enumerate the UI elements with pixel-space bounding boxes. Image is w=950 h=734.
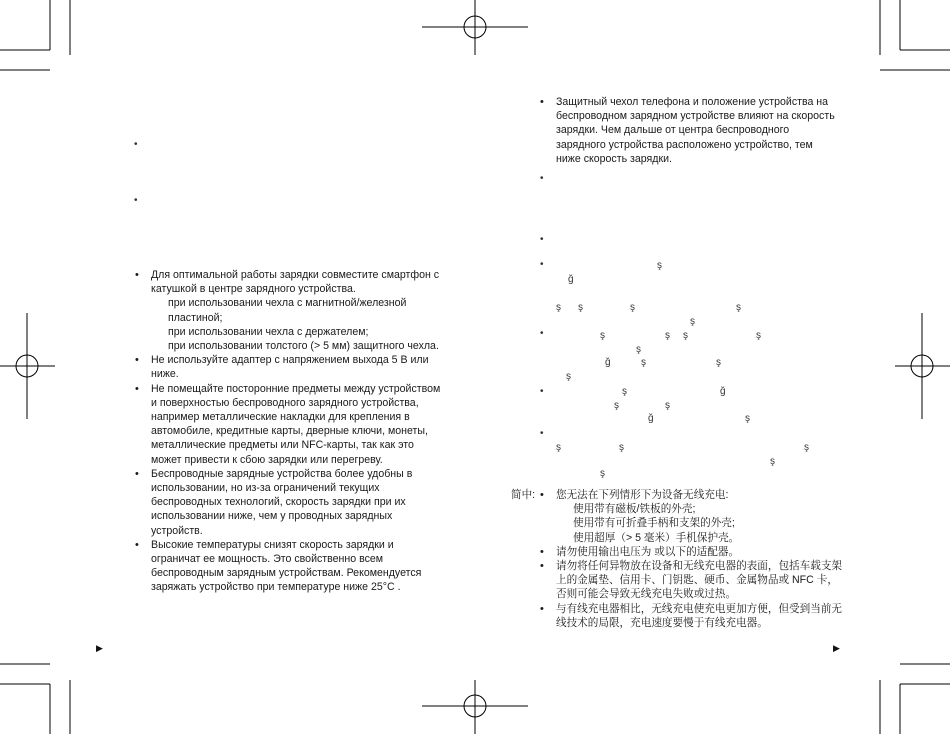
glyph-s: ş — [657, 260, 662, 271]
list-item: • Не помещайте посторонние предметы между устройством и поверхностью беспроводного зарядного устройства, например металлические накладки для крепления в автомобиле, кредитные карты, дверные ключи, монеты, металлические предметы или NFC-карты, так как это может привести к сбою зарядки или перегреву. — [135, 382, 445, 467]
right-column-top — [540, 95, 840, 166]
glyph-s: ş — [756, 330, 761, 341]
left-column — [135, 268, 445, 595]
glyph-s: ş — [630, 302, 635, 313]
list-subitem: 使用带有可折叠手柄和支架的外壳; — [573, 517, 735, 530]
glyph-g: ğ — [568, 274, 574, 285]
list-item: • 与有线充电器相比，无线充电使充电更加方便，但受到当前无线技术的局限，充电速度要慢于有线充电器。 — [540, 602, 845, 630]
list-subitem: 使用带有磁板/铁板的外壳; — [573, 503, 696, 516]
glyph-s: ş — [614, 400, 619, 411]
glyph-s: ş — [690, 316, 695, 327]
list-item: • Высокие температуры снизят скорость зарядки и ограничат ее мощность. Это свойственно всем беспроводным зарядным устройствам. Рекомендуется заряжать устройство при температуре ниже 25°C . — [135, 538, 445, 595]
empty-bullet: • — [540, 234, 544, 245]
glyph-s: ş — [619, 442, 624, 453]
empty-bullet: • — [540, 386, 544, 397]
empty-bullet: • — [540, 259, 544, 270]
list-item: • 请勿使用输出电压为 或以下的适配器。 — [540, 545, 845, 559]
glyph-s: ş — [665, 400, 670, 411]
glyph-s: ş — [736, 302, 741, 313]
glyph-s: ş — [600, 468, 605, 479]
language-label: 简中: — [511, 489, 536, 501]
glyph-s: ş — [556, 442, 561, 453]
list-item: • Для оптимальной работы зарядки совместите смартфон с катушкой в центре зарядного устройства. — [135, 268, 445, 296]
page-arrow-icon: ▶ — [833, 643, 840, 653]
list-subitem: при использовании чехла с держателем; — [168, 325, 369, 338]
glyph-s: ş — [804, 442, 809, 453]
list-item: • Беспроводные зарядные устройства более удобны в использовании, но из-за ограничений текущих беспроводных технологий, скорость зарядки при их использовании ниже, чем у проводных зарядных устройств. — [135, 467, 445, 538]
glyph-s: ş — [745, 413, 750, 424]
glyph-s: ş — [636, 344, 641, 355]
list-subitem: при использовании чехла с магнитной/железной пластиной; — [168, 297, 407, 324]
glyph-s: ş — [641, 357, 646, 368]
empty-bullet: • — [134, 195, 138, 206]
list-item: • 您无法在下列情形下为设备无线充电: — [540, 488, 845, 502]
list-item: • 请勿将任何异物放在设备和无线充电器的表面，包括车载支架上的金属垫、信用卡、门钥匙、硬币、金属物品或 NFC 卡，否则可能会导致无线充电失败或过热。 — [540, 559, 845, 602]
chinese-column — [540, 488, 845, 630]
list-item: • Не используйте адаптер с напряжением выхода 5 В или ниже. — [135, 353, 445, 381]
glyph-s: ş — [683, 330, 688, 341]
glyph-s: ş — [578, 302, 583, 313]
glyph-s: ş — [665, 330, 670, 341]
glyph-s: ş — [716, 357, 721, 368]
glyph-g: ğ — [648, 413, 654, 424]
page-arrow-icon: ▶ — [96, 643, 103, 653]
empty-bullet: • — [540, 328, 544, 339]
glyph-s: ş — [566, 371, 571, 382]
empty-bullet: • — [540, 173, 544, 184]
list-subitem: 使用超厚（> 5 毫米）手机保护壳。 — [573, 531, 740, 544]
empty-bullet: • — [540, 428, 544, 439]
glyph-s: ş — [622, 386, 627, 397]
list-subitem: при использовании толстого (> 5 мм) защитного чехла. — [168, 340, 439, 353]
glyph-s: ş — [600, 330, 605, 341]
empty-bullet: • — [134, 139, 138, 150]
glyph-g: ğ — [605, 357, 611, 368]
glyph-s: ş — [556, 302, 561, 313]
glyph-s: ş — [770, 456, 775, 467]
glyph-g: ğ — [720, 386, 726, 397]
list-item: • Защитный чехол телефона и положение устройства на беспроводном зарядном устройстве влияют на скорость зарядки. Чем дальше от центра беспроводного зарядного устройства расположено устройство, тем ниже скорость зарядки. — [540, 95, 840, 166]
